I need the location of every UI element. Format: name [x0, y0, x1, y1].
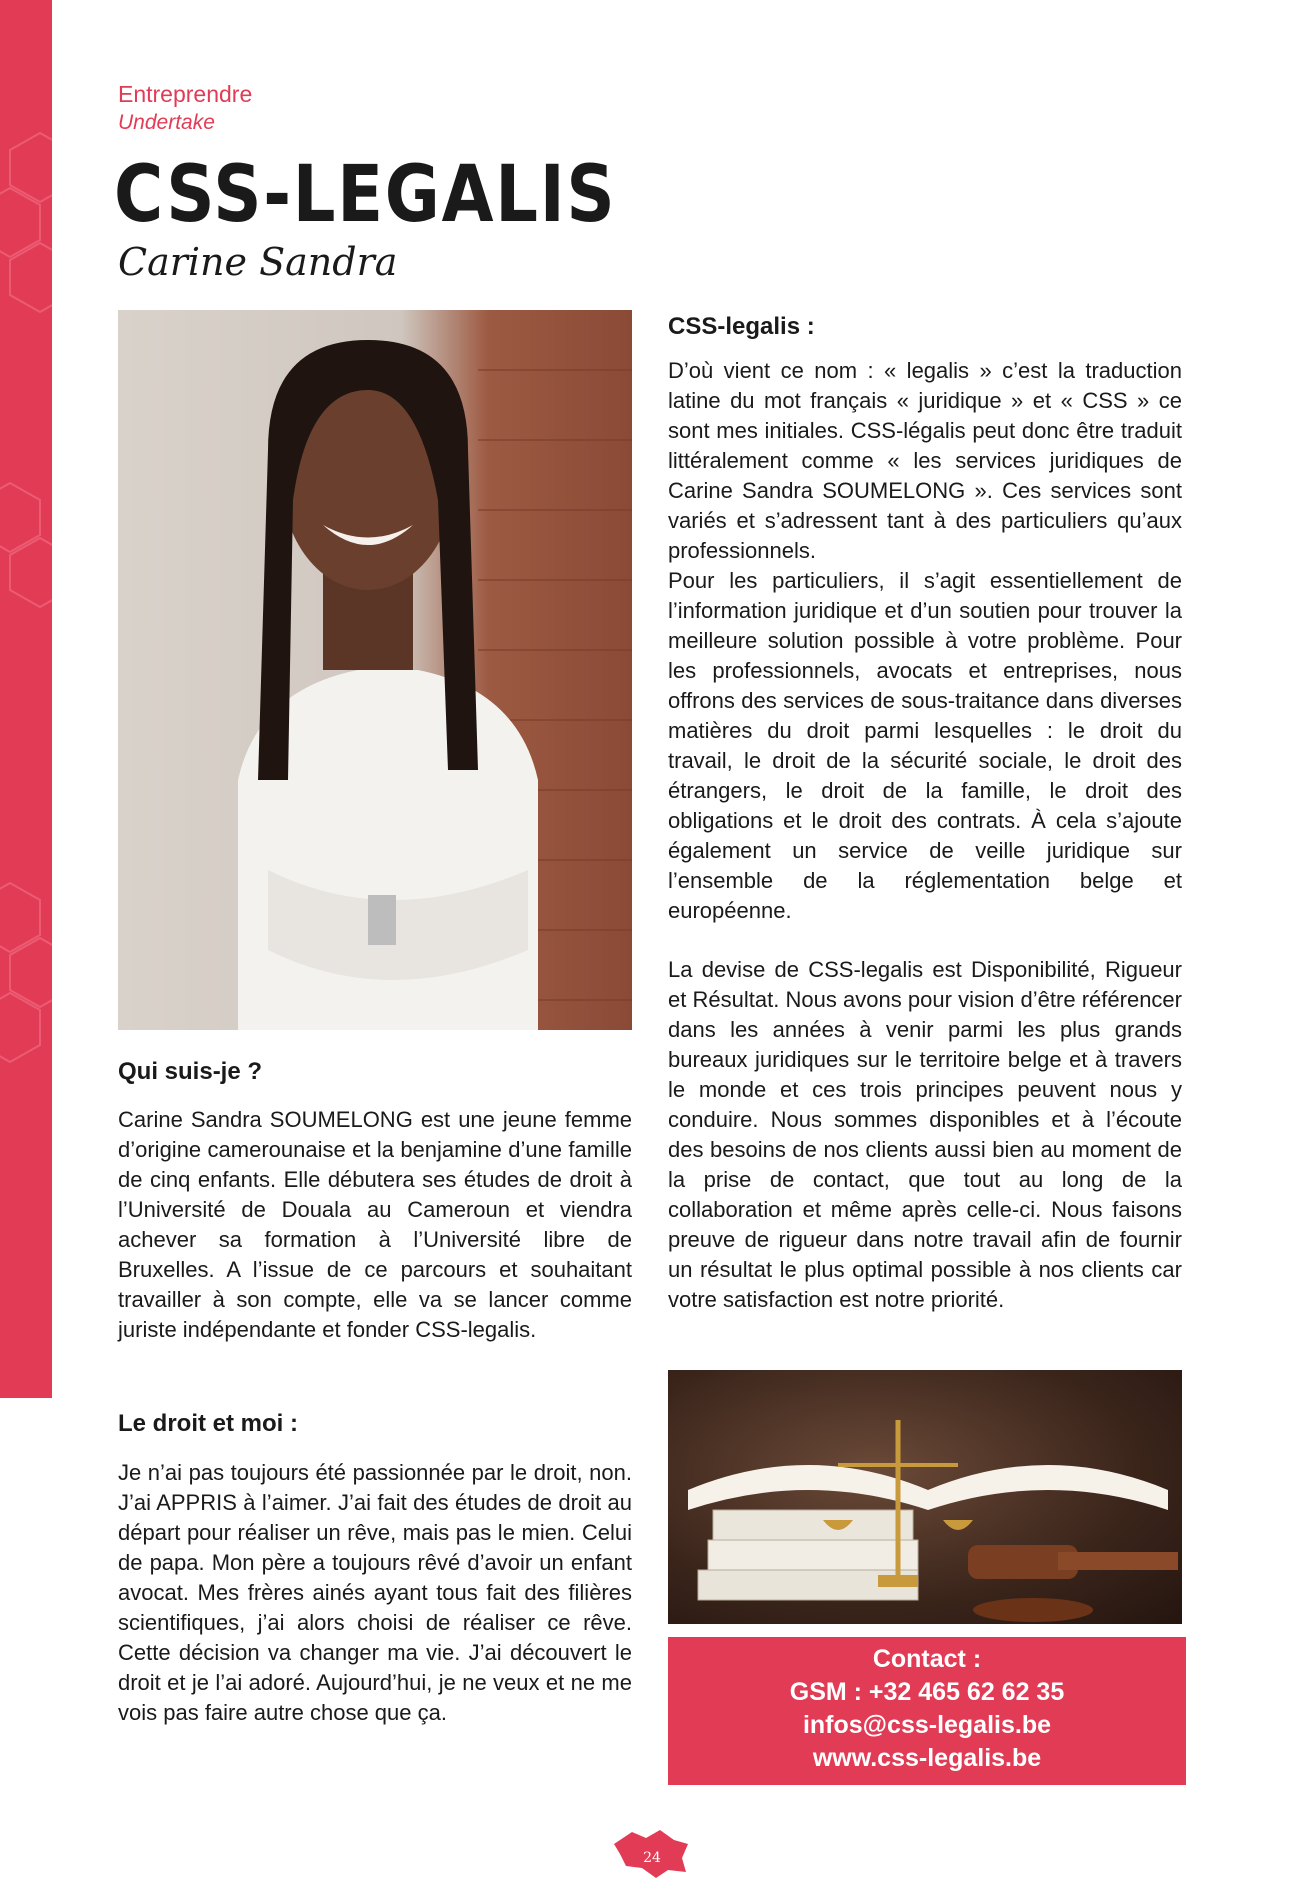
contact-phone: GSM : +32 465 62 62 35 [789, 1678, 1065, 1706]
section-heading-css-legalis: CSS-legalis : [668, 313, 815, 340]
hexagon-pattern-icon [0, 0, 52, 1398]
page-title: CSS-LEGALIS [114, 150, 617, 240]
contact-email: infos@css-legalis.be [802, 1711, 1052, 1739]
page-subtitle: Carine Sandra [118, 240, 398, 284]
scales-of-justice-icon [668, 1370, 1182, 1624]
paragraph-services: Pour les particuliers, il s’agit essentiellement de l’information juridique et d’un soutien pour trouver la meilleure solution possible à votre problème. Pour les professionnels, avocats et entreprises, nous offrons des services de sous-traitance dans diverses matières du droit parmi lesquelles : le droit du travail, le droit de la sécurité sociale, le droit des étrangers, le droit de la famille, le droit des obligations et le droit des contrats. À cela s’ajoute également un service de veille juridique sur l’ensemble de la réglementation belge et européenne. [668, 568, 1182, 923]
contact-website: www.css-legalis.be [812, 1744, 1042, 1772]
category-label-english: Undertake [118, 111, 215, 134]
page-number: 24 [643, 1850, 661, 1866]
paragraph-name-origin: D’où vient ce nom : « legalis » c’est la traduction latine du mot français « juridique » et « CSS » ce sont mes initiales. CSS-légalis peut donc être traduit littéralement comme « les services juridiques de Carine Sandra SOUMELONG ». Ces services sont variés et s’adressent tant à des particuliers qu’aux professionnels. [668, 358, 1182, 563]
woman-portrait-icon [118, 310, 632, 1030]
section-heading-who-am-i: Qui suis-je ? [118, 1058, 263, 1085]
law-books-photo [668, 1370, 1182, 1624]
paragraph-law-story: Je n’ai pas toujours été passionnée par le droit, non. J’ai APPRIS à l’aimer. J’ai fait des études de droit au départ pour réaliser un rêve, mais pas le mien. Celui de papa. Mon père a toujours rêvé d’avoir un enfant avocat. Mes frères ainés ayant tous fait des filières scientifiques, j’ai alors choisi de réaliser ce rêve. Cette décision va changer ma vie. J’ai découvert le droit et je l’ai adoré. Aujourd’hui, je ne veux et ne me vois pas faire autre chose que ça. [118, 1460, 632, 1725]
decorative-side-band [0, 0, 52, 1398]
contact-heading: Contact : [872, 1645, 982, 1673]
portrait-photo [118, 310, 632, 1030]
paragraph-biography: Carine Sandra SOUMELONG est une jeune femme d’origine camerounaise et la benjamine d’une famille de cinq enfants. Elle débutera ses études de droit à l’Université de Douala au Cameroun et viendra achever sa formation à l’Université libre de Bruxelles. A l’issue de ce parcours et souhaitant travailler à son compte, elle va se lancer comme juriste indépendante et fonder CSS-legalis. [118, 1107, 632, 1342]
category-label: Entreprendre [118, 81, 253, 107]
page-number-badge [612, 1826, 692, 1880]
contact-box [668, 1637, 1186, 1785]
paragraph-motto: La devise de CSS-legalis est Disponibilité, Rigueur et Résultat. Nous avons pour vision d’être référencer dans les années à venir parmi les plus grands bureaux juridiques sur le territoire belge et à travers le monde et ces trois principes peuvent nous y conduire. Nous sommes disponibles et à l’écoute des besoins de nos clients aussi bien au moment de la prise de contact, que tout au long de la collaboration et même après celle-ci. Nous faisons preuve de rigueur dans notre travail afin de fournir un résultat le plus optimal possible à nos clients car votre satisfaction est notre priorité. [668, 957, 1182, 1312]
section-heading-law-and-me: Le droit et moi : [118, 1410, 298, 1437]
